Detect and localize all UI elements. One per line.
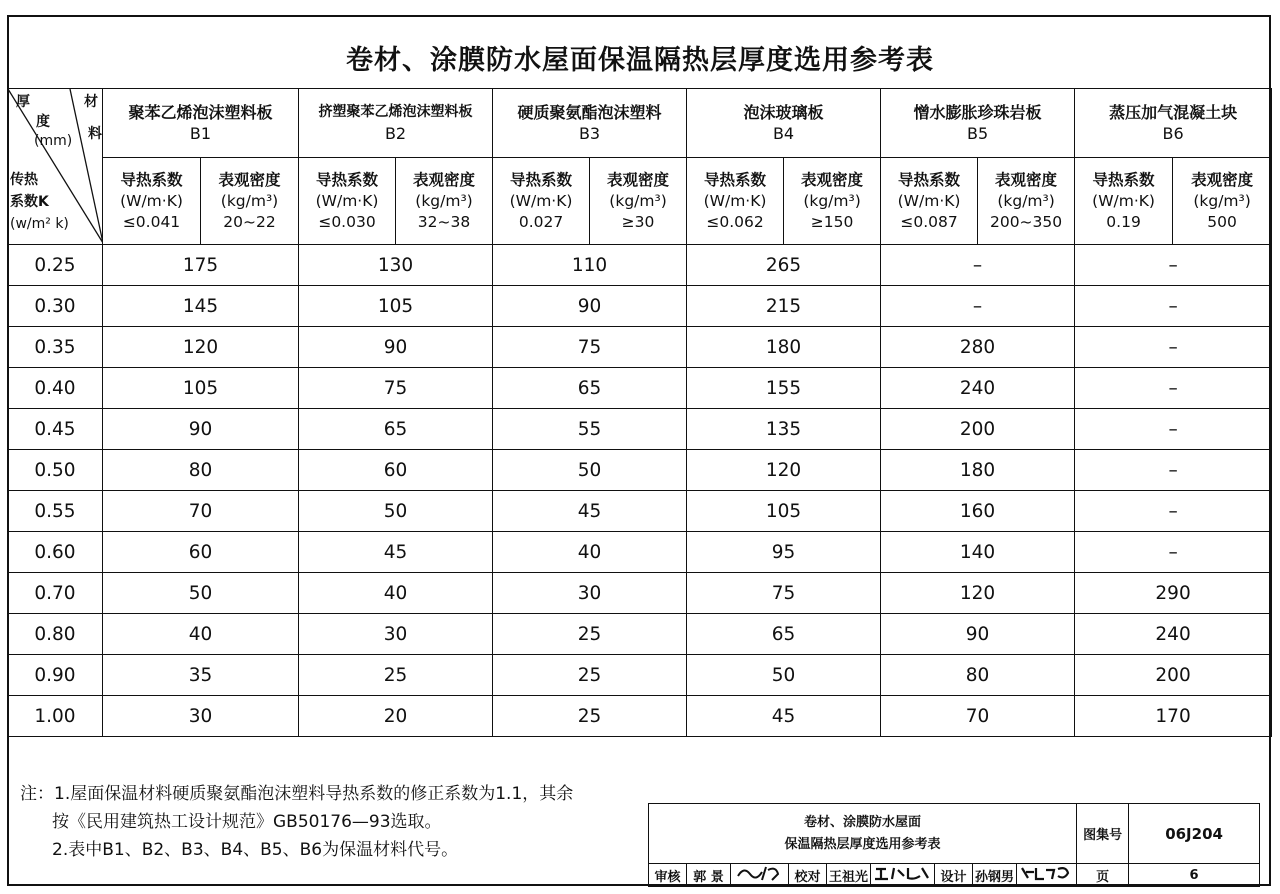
thickness-cell: 105 xyxy=(687,491,881,532)
thickness-cell: 65 xyxy=(299,409,493,450)
conductivity-label: 导热系数 xyxy=(510,170,573,189)
header-corner xyxy=(8,89,103,245)
thickness-cell: – xyxy=(1075,327,1272,368)
material-header xyxy=(881,89,1075,158)
k-value-cell: 0.30 xyxy=(8,286,103,327)
thickness-cell: 55 xyxy=(493,409,687,450)
corner-material-1: 材 xyxy=(84,94,98,110)
material-code: B6 xyxy=(1162,124,1184,143)
design-label: 设计 xyxy=(935,864,973,887)
design-signature xyxy=(1017,864,1077,887)
title-block-top-row xyxy=(649,804,1260,864)
thickness-cell: 60 xyxy=(299,450,493,491)
thickness-cell: – xyxy=(1075,409,1272,450)
thickness-cell: 180 xyxy=(881,450,1075,491)
review-name: 郭 景 xyxy=(687,864,731,887)
check-label: 校对 xyxy=(789,864,827,887)
k-value-cell: 0.60 xyxy=(8,532,103,573)
material-property-row xyxy=(8,158,1272,245)
thickness-cell: – xyxy=(1075,491,1272,532)
density-label: 表观密度 xyxy=(801,170,864,189)
table-row xyxy=(8,532,1272,573)
material-name: 硬质聚氨酯泡沫塑料 xyxy=(517,103,662,122)
conductivity-value: ≤0.062 xyxy=(706,212,764,231)
review-label: 审核 xyxy=(649,864,687,887)
thickness-cell: – xyxy=(1075,532,1272,573)
title-block-title-line-2: 保温隔热层厚度选用参考表 xyxy=(784,836,941,852)
apparent-density-cell xyxy=(590,158,687,245)
apparent-density-cell xyxy=(978,158,1075,245)
density-value: 32~38 xyxy=(417,212,471,231)
corner-k-2: 系数K xyxy=(10,194,49,210)
density-label: 表观密度 xyxy=(995,170,1058,189)
thickness-cell: 215 xyxy=(687,286,881,327)
k-value-cell: 0.35 xyxy=(8,327,103,368)
thickness-cell: 60 xyxy=(103,532,299,573)
thickness-cell: 105 xyxy=(299,286,493,327)
thickness-cell: 140 xyxy=(881,532,1075,573)
apparent-density-cell xyxy=(396,158,493,245)
page-title: 卷材、涂膜防水屋面保温隔热层厚度选用参考表 xyxy=(346,45,934,76)
table-row xyxy=(8,696,1272,737)
density-value: ≥30 xyxy=(621,212,655,231)
corner-k-3: (w/m² k) xyxy=(10,216,69,232)
thickness-cell: 110 xyxy=(493,245,687,286)
conductivity-unit: (W/m·K) xyxy=(1092,191,1155,210)
thickness-cell: 80 xyxy=(103,450,299,491)
thickness-cell: 20 xyxy=(299,696,493,737)
thickness-cell: 95 xyxy=(687,532,881,573)
conductivity-unit: (W/m·K) xyxy=(703,191,767,210)
thickness-cell: 90 xyxy=(103,409,299,450)
thickness-cell: 65 xyxy=(493,368,687,409)
notes xyxy=(20,780,573,864)
thickness-cell: 40 xyxy=(299,573,493,614)
conductivity-unit: (W/m·K) xyxy=(897,191,961,210)
check-name: 王祖光 xyxy=(827,864,871,887)
table-row xyxy=(8,286,1272,327)
thickness-cell: 25 xyxy=(493,696,687,737)
thickness-cell: – xyxy=(1075,286,1272,327)
apparent-density-cell xyxy=(784,158,881,245)
title-block-title xyxy=(649,804,1077,864)
density-value: 20~22 xyxy=(223,212,276,231)
material-header xyxy=(687,89,881,158)
thermal-conductivity-cell xyxy=(493,158,590,245)
conductivity-value: 0.19 xyxy=(1106,212,1141,231)
k-value-cell: 0.70 xyxy=(8,573,103,614)
material-code: B2 xyxy=(384,124,407,143)
conductivity-value: ≤0.087 xyxy=(900,212,958,231)
material-name: 挤塑聚苯乙烯泡沫塑料板 xyxy=(318,104,473,120)
thickness-cell: 145 xyxy=(103,286,299,327)
thickness-cell: 75 xyxy=(493,327,687,368)
corner-material-2: 料 xyxy=(88,126,102,142)
thickness-cell: 30 xyxy=(103,696,299,737)
table-row xyxy=(8,573,1272,614)
thermal-conductivity-cell xyxy=(1075,158,1173,245)
table-row xyxy=(8,450,1272,491)
thickness-cell: 120 xyxy=(103,327,299,368)
material-header xyxy=(103,89,299,158)
thermal-conductivity-cell xyxy=(103,158,201,245)
thickness-cell: 45 xyxy=(687,696,881,737)
thickness-cell: – xyxy=(1075,245,1272,286)
conductivity-unit: (W/m·K) xyxy=(315,191,379,210)
k-value-cell: 0.90 xyxy=(8,655,103,696)
table-row xyxy=(8,245,1272,286)
thickness-cell: 120 xyxy=(881,573,1075,614)
corner-k-1: 传热 xyxy=(10,172,38,188)
table-row xyxy=(8,491,1272,532)
material-header xyxy=(1075,89,1272,158)
thickness-cell: 120 xyxy=(687,450,881,491)
thickness-cell: – xyxy=(881,286,1075,327)
density-unit: (kg/m³) xyxy=(415,191,473,210)
design-signature-mark xyxy=(1018,864,1076,882)
table-row xyxy=(8,655,1272,696)
material-code: B4 xyxy=(772,124,795,143)
thickness-cell: 240 xyxy=(1075,614,1272,655)
material-code: B3 xyxy=(578,124,601,143)
atlas-value: 06J204 xyxy=(1129,804,1260,864)
thickness-cell: 45 xyxy=(299,532,493,573)
conductivity-label: 导热系数 xyxy=(316,170,379,189)
thickness-cell: 180 xyxy=(687,327,881,368)
review-signature xyxy=(731,864,789,887)
thickness-cell: 290 xyxy=(1075,573,1272,614)
corner-thickness-2: 度 xyxy=(36,114,50,130)
density-label: 表观密度 xyxy=(1191,170,1254,189)
density-unit: (kg/m³) xyxy=(803,191,861,210)
thickness-cell: 50 xyxy=(299,491,493,532)
density-unit: (kg/m³) xyxy=(1193,191,1251,210)
thickness-cell: 75 xyxy=(299,368,493,409)
table-row xyxy=(8,614,1272,655)
title-block-sign-row xyxy=(649,864,1260,887)
conductivity-value: 0.027 xyxy=(518,212,564,231)
corner-thickness-1: 厚 xyxy=(16,94,30,110)
atlas-label: 图集号 xyxy=(1077,804,1129,864)
thickness-cell: 155 xyxy=(687,368,881,409)
thickness-cell: – xyxy=(881,245,1075,286)
conductivity-unit: (W/m·K) xyxy=(120,191,183,210)
conductivity-value: ≤0.030 xyxy=(318,212,376,231)
conductivity-label: 导热系数 xyxy=(120,170,183,189)
thickness-cell: 175 xyxy=(103,245,299,286)
material-code: B1 xyxy=(189,124,212,143)
thickness-cell: 265 xyxy=(687,245,881,286)
conductivity-value: ≤0.041 xyxy=(122,212,181,231)
thickness-cell: 50 xyxy=(687,655,881,696)
density-unit: (kg/m³) xyxy=(997,191,1055,210)
thickness-cell: 75 xyxy=(687,573,881,614)
thickness-cell: 65 xyxy=(687,614,881,655)
note-line-3: 2.表中B1、B2、B3、B4、B5、B6为保温材料代号。 xyxy=(52,840,459,860)
thickness-cell: 45 xyxy=(493,491,687,532)
material-name-row xyxy=(8,89,1272,158)
thickness-cell: 70 xyxy=(103,491,299,532)
note-line-2: 按《民用建筑热工设计规范》GB50176—93选取。 xyxy=(52,812,442,832)
thermal-conductivity-cell xyxy=(881,158,978,245)
thickness-cell: 25 xyxy=(493,614,687,655)
thickness-cell: 240 xyxy=(881,368,1075,409)
k-value-cell: 0.50 xyxy=(8,450,103,491)
density-unit: (kg/m³) xyxy=(220,191,279,210)
thickness-cell: – xyxy=(1075,450,1272,491)
thickness-cell: 90 xyxy=(493,286,687,327)
conductivity-label: 导热系数 xyxy=(1092,170,1155,189)
thickness-cell: 30 xyxy=(493,573,687,614)
thickness-cell: 200 xyxy=(881,409,1075,450)
material-name: 泡沫玻璃板 xyxy=(743,103,824,122)
thickness-cell: 170 xyxy=(1075,696,1272,737)
thickness-cell: 40 xyxy=(493,532,687,573)
thickness-cell: 280 xyxy=(881,327,1075,368)
note-line-1: 注：1.屋面保温材料硬质聚氨酯泡沫塑料导热系数的修正系数为1.1，其余 xyxy=(20,784,574,804)
thickness-cell: 50 xyxy=(493,450,687,491)
k-value-cell: 1.00 xyxy=(8,696,103,737)
material-name: 憎水膨胀珍珠岩板 xyxy=(913,103,1042,122)
k-value-cell: 0.45 xyxy=(8,409,103,450)
thickness-cell: 130 xyxy=(299,245,493,286)
page-value: 6 xyxy=(1129,864,1260,887)
material-code: B5 xyxy=(966,124,989,143)
apparent-density-cell xyxy=(1173,158,1272,245)
material-header xyxy=(493,89,687,158)
density-value: ≥150 xyxy=(810,212,854,231)
k-value-cell: 0.80 xyxy=(8,614,103,655)
thickness-cell: 25 xyxy=(493,655,687,696)
conductivity-label: 导热系数 xyxy=(704,170,767,189)
thermal-conductivity-cell xyxy=(687,158,784,245)
k-value-cell: 0.40 xyxy=(8,368,103,409)
material-name: 聚苯乙烯泡沫塑料板 xyxy=(128,103,273,122)
apparent-density-cell xyxy=(201,158,299,245)
material-header xyxy=(299,89,493,158)
thickness-cell: 40 xyxy=(103,614,299,655)
corner-thickness-3: (mm) xyxy=(34,133,73,149)
check-signature xyxy=(871,864,935,887)
check-signature-mark xyxy=(872,864,934,882)
table-row xyxy=(8,409,1272,450)
thickness-cell: 160 xyxy=(881,491,1075,532)
title-block xyxy=(648,803,1260,887)
review-signature-mark xyxy=(732,864,788,882)
conductivity-label: 导热系数 xyxy=(898,170,961,189)
table-row xyxy=(8,368,1272,409)
thickness-cell: 70 xyxy=(881,696,1075,737)
title-block-title-line-1: 卷材、涂膜防水屋面 xyxy=(804,814,922,830)
thickness-cell: 50 xyxy=(103,573,299,614)
density-label: 表观密度 xyxy=(413,170,476,189)
page-label: 页 xyxy=(1077,864,1129,887)
density-value: 500 xyxy=(1207,212,1237,231)
density-unit: (kg/m³) xyxy=(609,191,667,210)
table-row xyxy=(8,327,1272,368)
conductivity-unit: (W/m·K) xyxy=(509,191,573,210)
thickness-cell: 90 xyxy=(881,614,1075,655)
density-label: 表观密度 xyxy=(607,170,670,189)
thickness-table xyxy=(7,88,1272,737)
k-value-cell: 0.25 xyxy=(8,245,103,286)
thickness-cell: 105 xyxy=(103,368,299,409)
density-value: 200~350 xyxy=(989,212,1063,231)
thickness-cell: 25 xyxy=(299,655,493,696)
density-label: 表观密度 xyxy=(218,170,281,189)
thickness-cell: 135 xyxy=(687,409,881,450)
thickness-cell: 35 xyxy=(103,655,299,696)
material-name: 蒸压加气混凝土块 xyxy=(1109,103,1238,122)
design-name: 孙钢男 xyxy=(973,864,1017,887)
thickness-cell: 90 xyxy=(299,327,493,368)
k-value-cell: 0.55 xyxy=(8,491,103,532)
thickness-cell: – xyxy=(1075,368,1272,409)
thickness-cell: 30 xyxy=(299,614,493,655)
thickness-cell: 80 xyxy=(881,655,1075,696)
thermal-conductivity-cell xyxy=(299,158,396,245)
thickness-cell: 200 xyxy=(1075,655,1272,696)
